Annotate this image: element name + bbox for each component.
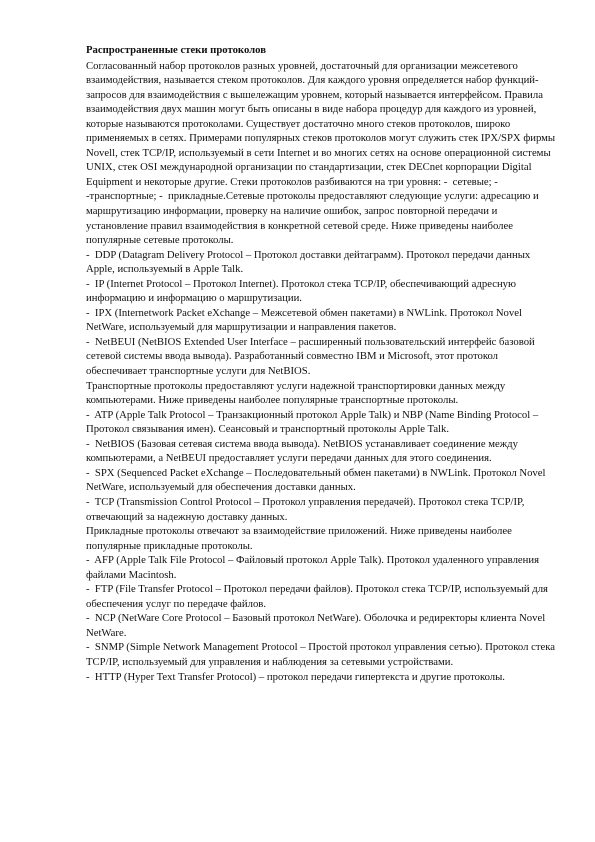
protocol-ncp: - NCP (NetWare Core Protocol – Базовый протокол NetWare). Оболочка и редиректоры клиента Novel NetWare. [86, 612, 548, 639]
protocol-atp-nbp: - ATP (Apple Talk Protocol – Транзакционный протокол Apple Talk) и NBP (Name Binding Protocol – Протокол связывания имен). Сеансовый и транспортный протоколы Apple Talk. [86, 408, 541, 436]
protocol-snmp: - SNMP (Simple Network Management Protocol – Простой протокол управления сетью). Протокол стека TCP/IP, используемый для управления и наблюдения за сетевыми устройствами. [86, 641, 558, 668]
protocol-netbios: - NetBIOS (Базовая сетевая система ввода вывода). NetBIOS устанавливает соединение между компьютерами, а NetBEUI предоставляет услуги передачи данных для этого соединения. [86, 437, 521, 465]
protocol-http: - HTTP (Hyper Text Transfer Protocol) – протокол передачи гипертекста и другие протоколы. [86, 670, 505, 683]
protocol-ddp: - DDP (Datagram Delivery Protocol – Протокол доставки дейтаграмм). Протокол передачи данных Apple, используемый в Apple Talk. [86, 248, 533, 276]
intro-paragraph: Согласованный набор протоколов разных уровней, достаточный для организации межсетевого взаимодействия, называется стеком протоколов. Для каждого уровня определяется набор функций-запросов для взаимодействия с вышележащим уровнем, который называется интерфейсом. Правила взаимодействия двух машин могут быть описаны в виде набора процедур для каждого из уровней, которые называются протоколами. Существует достаточно много стеков протоколов, широко применяемых в сетях. Примерами популярных стеков протоколов могут служить стек IPX/SPX фирмы Novell, стек TCP/IP, используемый в сети Internet и во многих сетях на основе операционной системы UNIX, стек OSI международной организации по стандартизации, стек DECnet корпорации Digital Equipment и некоторые другие. Стеки протоколов разбиваются на три уровня: - сетевые; - -транспортные; - прикладные.Сетевые протоколы предоставляют следующие услуги: адресацию и маршрутизацию информации, проверку на наличие ошибок, запрос повторной передачи и установление правил взаимодействия в конкретной сетевой среде. Ниже приведены наиболее популярные сетевые протоколы. [86, 59, 558, 247]
transport-intro: Транспортные протоколы предоставляют услуги надежной транспортировки данных между компьютерами. Ниже приведены наиболее популярные транспортные протоколы. [86, 379, 508, 407]
document-title: Распространенные стеки протоколов [86, 44, 266, 56]
application-intro: Прикладные протоколы отвечают за взаимодействие приложений. Ниже приведены наиболее популярные прикладные протоколы. [86, 525, 515, 552]
protocol-ftp: - FTP (File Transfer Protocol – Протокол передачи файлов). Протокол стека TCP/IP, используемый для обеспечения услуг по передаче файлов. [86, 583, 551, 610]
protocol-netbeui: - NetBEUI (NetBIOS Extended User Interface – расширенный пользовательский интерфейс базовой сетевой системы ввода вывода). Разработанный совместно IBM и Microsoft, этот протокол обеспечивает транспортные услуги для NetBIOS. [86, 335, 538, 378]
document-page [86, 43, 556, 684]
protocol-afp: - AFP (Apple Talk File Protocol – Файловый протокол Apple Talk). Протокол удаленного управления файлами Macintosh. [86, 554, 542, 581]
protocol-spx: - SPX (Sequenced Packet eXchange – Последовательный обмен пакетами) в NWLink. Протокол Novel NetWare, используемый для обеспечения доставки данных. [86, 466, 549, 494]
protocol-ipx: - IPX (Internetwork Packet eXchange – Межсетевой обмен пакетами) в NWLink. Протокол Novel NetWare, используемый для маршрутизации и направления пакетов. [86, 306, 525, 334]
protocol-ip: - IP (Internet Protocol – Протокол Internet). Протокол стека TCP/IP, обеспечивающий адресную информацию и информацию о маршрутизации. [86, 277, 519, 305]
protocol-tcp: - TCP (Transmission Control Protocol – Протокол управления передачей). Протокол стека TCP/IP, отвечающий за надежную доставку данных. [86, 495, 528, 523]
